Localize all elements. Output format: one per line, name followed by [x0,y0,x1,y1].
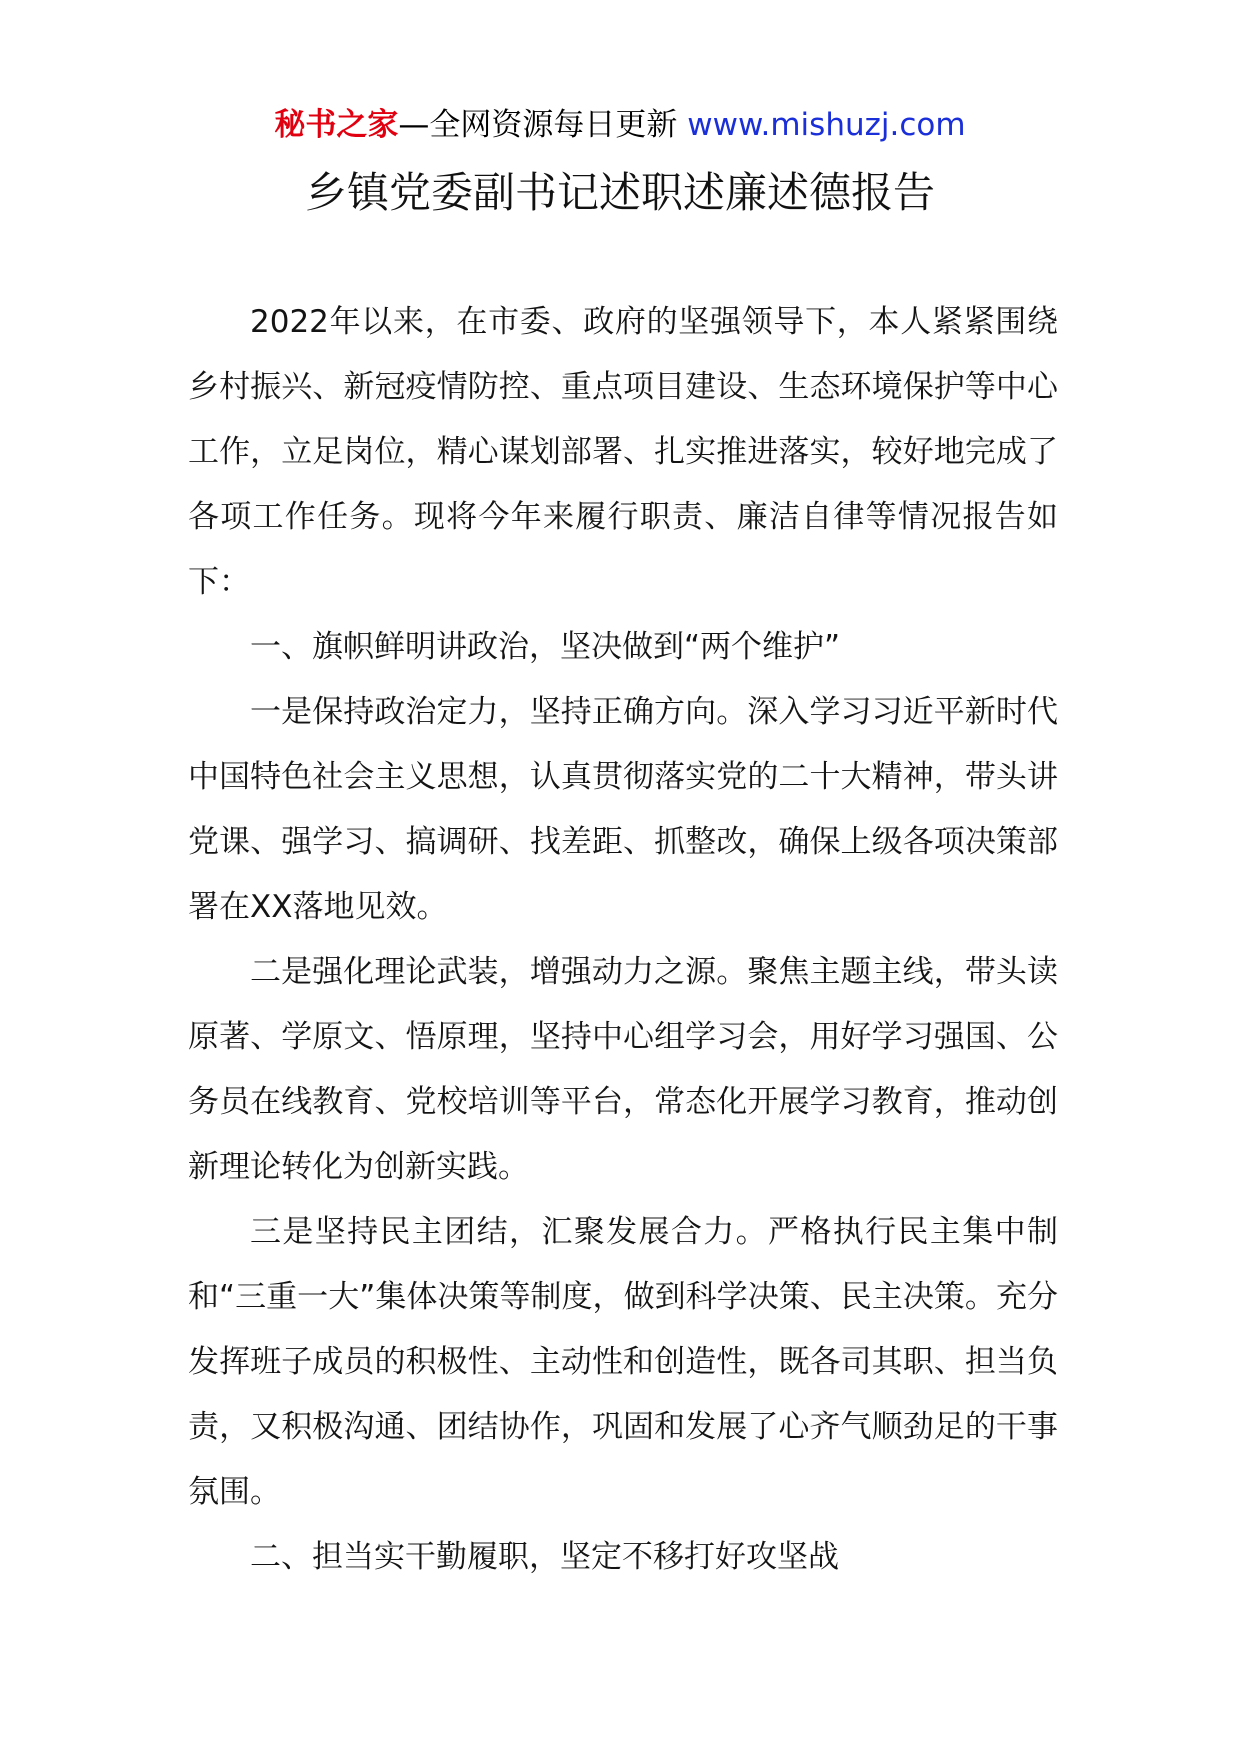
paragraph-intro: 2022年以来，在市委、政府的坚强领导下，本人紧紧围绕乡村振兴、新冠疫情防控、重点项目建设、生态环境保护等中心工作，立足岗位，精心谋划部署、扎实推进落实，较好地完成了各项工作任务。现将今年来履行职责、廉洁自律等情况报告如下： [188,304,1058,600]
site-header [0,100,1240,150]
paragraph-point-2: 二是强化理论武装，增强动力之源。聚焦主题主线，带头读原著、学原文、悟原理，坚持中心组学习会，用好学习强国、公务员在线教育、党校培训等平台，常态化开展学习教育，推动创新理论转化为创新实践。 [188,954,1058,1185]
site-url[interactable]: www.mishuzj.com [687,107,966,143]
document-body [188,290,1058,1590]
paragraph-point-3: 三是坚持民主团结，汇聚发展合力。严格执行民主集中制和“三重一大”集体决策等制度，做到科学决策、民主决策。充分发挥班子成员的积极性、主动性和创造性，既各司其职、担当负责，又积极沟通、团结协作，巩固和发展了心齐气顺劲足的干事氛围。 [188,1214,1058,1510]
section-heading-2: 二、担当实干勤履职，坚定不移打好攻坚战 [250,1539,839,1575]
header-slogan: —全网资源每日更新 [398,107,688,143]
paragraph-point-1: 一是保持政治定力，坚持正确方向。深入学习习近平新时代中国特色社会主义思想，认真贯彻落实党的二十大精神，带头讲党课、强学习、搞调研、找差距、抓整改，确保上级各项决策部署在XX落地见效。 [188,694,1058,925]
section-heading-1: 一、旗帜鲜明讲政治，坚决做到“两个维护” [250,629,841,665]
brand-name: 秘书之家 [274,107,399,143]
document-title: 乡镇党委副书记述职述廉述德报告 [304,168,935,217]
